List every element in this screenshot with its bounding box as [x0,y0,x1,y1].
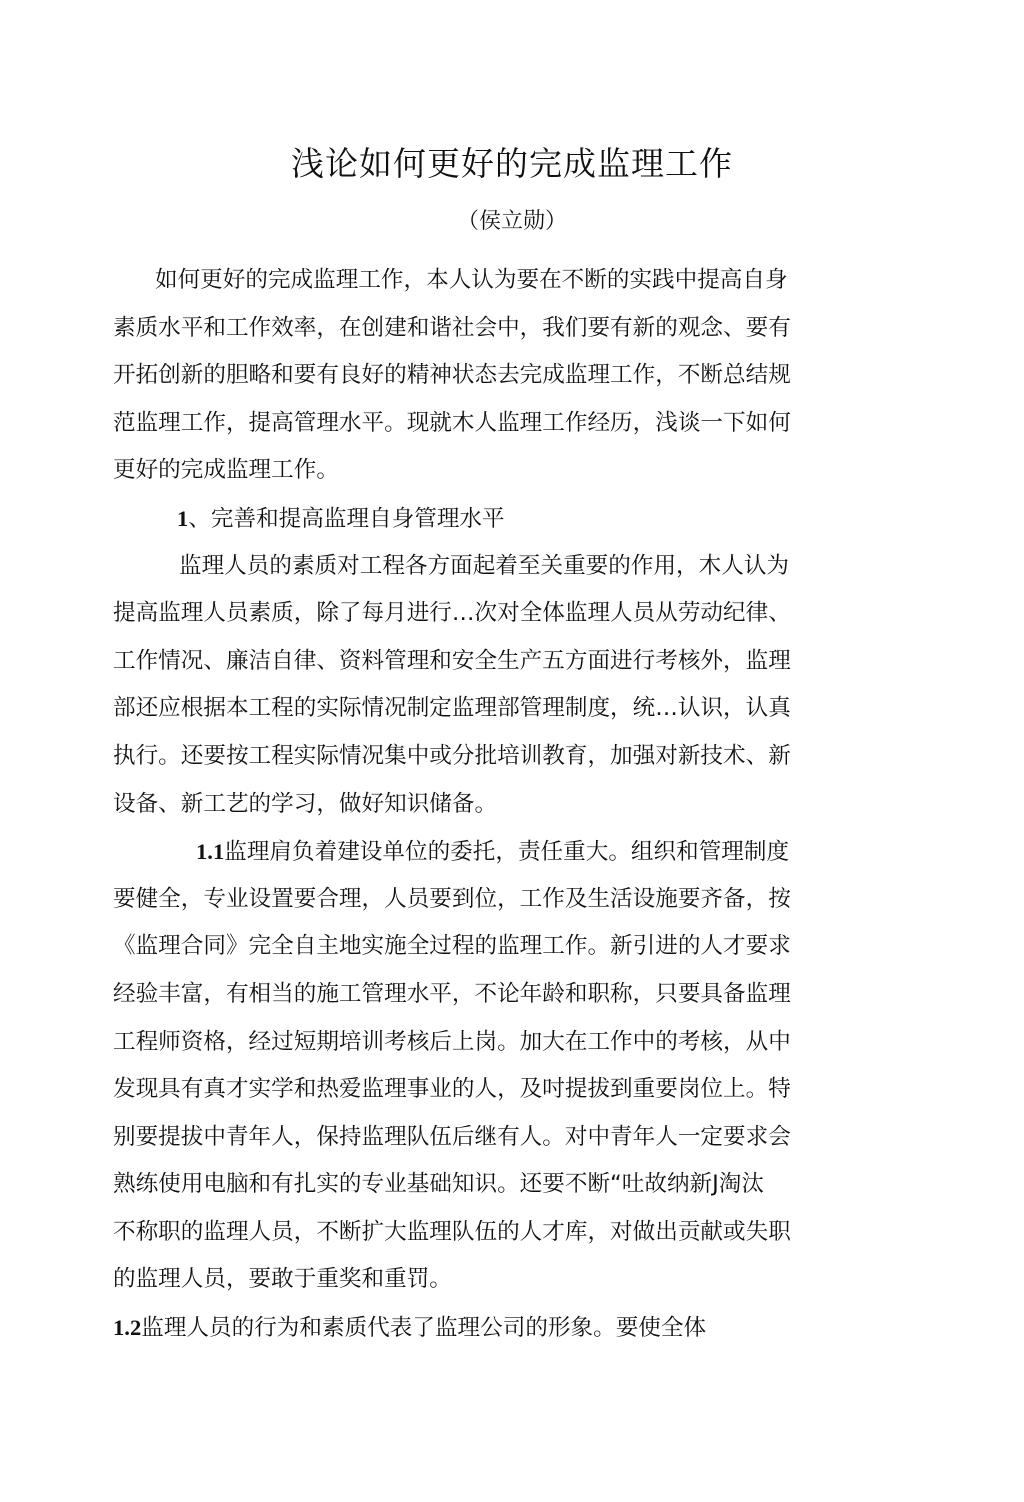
subsection-number: 1.2 [113,1315,142,1341]
paragraph-line: 素质水平和工作效率，在创建和谐社会中，我们要有新的观念、要有 [113,314,791,341]
document-title: 浅论如何更好的完成监理工作 [291,144,733,183]
paragraph-line: 经验丰富，有相当的施工管理水平，不论年龄和职称，只要具备监理 [113,980,791,1007]
paragraph-line: 工作情况、廉洁自律、资料管理和安全生产五方面进行考核外，监理 [113,647,791,674]
subsection-text: 监理人员的行为和素质代表了监理公司的形象。要使全体 [141,1315,707,1342]
subsection-text: 监理肩负着建设单位的委托，责任重大。组织和管理制度 [224,839,790,866]
paragraph-line: 提高监理人员素质，除了每月进行…次对全体监理人员从劳动纪律、 [113,600,791,627]
paragraph-line: 不称职的监理人员，不断扩大监理队伍的人才库，对做出贡献或失职 [113,1218,791,1245]
subsection-1-2 [113,1304,863,1352]
document-body [113,257,863,1352]
section-heading-1 [113,495,863,543]
paragraph-line: 的监理人员，要敢于重奖和重罚。 [113,1266,452,1293]
document-author: （侯立勋） [456,209,567,234]
paragraph-line: 范监理工作，提高管理水平。现就木人监理工作经历，浅谈一下如何 [113,409,791,436]
paragraph-line: 执行。还要按工程实际情况集中或分批培训教育，加强对新技术、新 [113,742,791,769]
paragraph-line: 别要提拔中青年人，保持监理队伍后继有人。对中青年人一定要求会 [113,1123,791,1150]
paragraph-line: 设备、新工艺的学习，做好知识储备。 [113,790,498,817]
paragraph-line: 熟练使用电脑和有扎实的专业基础知识。还要不断“吐故纳新J淘汰 [113,1171,764,1198]
section-number: 1 [177,505,189,531]
paragraph-line: 工程师资格，经过短期培训考核后上岗。加大在工作中的考核，从中 [113,1028,791,1055]
paragraph-line: 《监理合同》完全自主地实施全过程的监理工作。新引进的人才要求 [113,933,791,960]
section-heading-text: 、完善和提高监理自身管理水平 [188,505,505,532]
subsection-1-1 [113,828,863,876]
subsection-number: 1.1 [196,839,225,865]
paragraph-line: 监理人员的素质对工程各方面起着至关重要的作用，木人认为 [179,552,790,579]
paragraph-line: 开拓创新的胆略和要有良好的精神状态去完成监理工作，不断总结规 [113,362,791,389]
paragraph-line: 更好的完成监理工作。 [113,457,339,484]
paragraph-line: 要健全，专业设置要合理，人员要到位，工作及生活设施要齐备，按 [113,885,791,912]
paragraph-line: 发现具有真才实学和热爱监理事业的人，及吋提拔到重要岗位上。特 [113,1076,791,1103]
paragraph-line: 部还应根据本工程的实际情况制定监理部管理制度，统…认识，认真 [113,695,791,722]
paragraph-line: 如何更好的完成监理工作，本人认为要在不断的实践中提高自身 [155,267,788,293]
